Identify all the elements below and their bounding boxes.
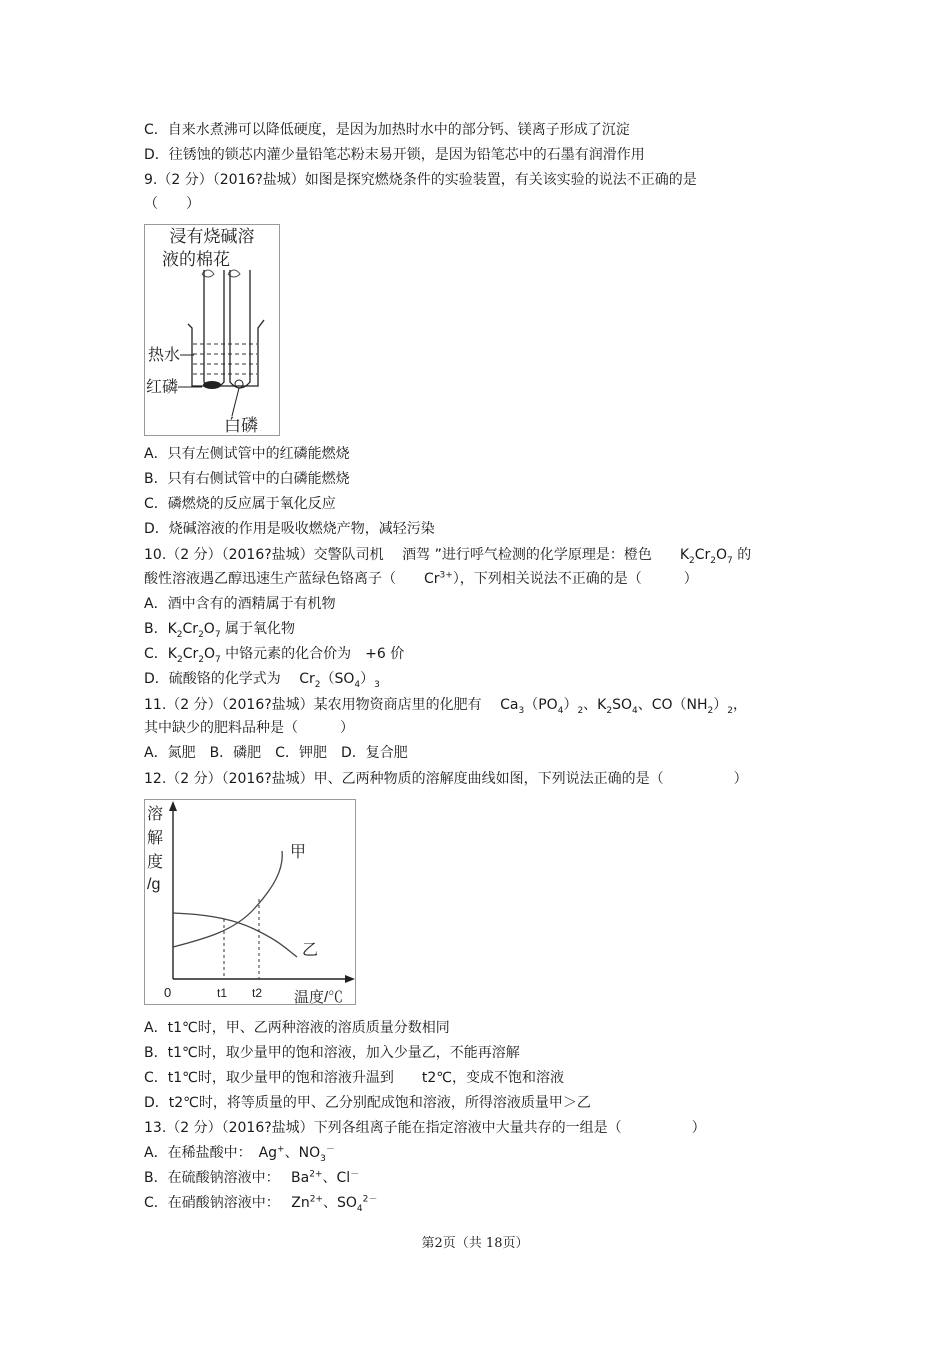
q10-stem-line1: 10.（2 分）（2016?盐城）交警队司机 酒驾 ”进行呼气检测的化学原理是：橙色 $K_2Cr_2O_7$ 的 [144, 547, 752, 566]
q13-option-a: A．在稀盐酸中： Ag+、$NO_3^-$ [144, 1144, 335, 1164]
q12-option-b: B．t1℃时，取少量甲的饱和溶液，加入少量乙，不能再溶解 [144, 1045, 520, 1061]
label-soda-cotton-1: 浸有烧碱溶 [169, 227, 255, 246]
curve-jia [173, 851, 282, 947]
q13-option-c: C．在硝酸钠溶液中： $Zn^{2+}$、$SO_4^{2-}$ [144, 1194, 378, 1214]
right-test-tube [230, 270, 250, 388]
solubility-curve-figure [144, 799, 356, 1005]
q11-options: A．氮肥 B．磷肥 C．钾肥 D．复合肥 [144, 745, 408, 761]
label-white-phosphorus: 白磷 [224, 416, 258, 435]
left-test-tube [204, 270, 224, 388]
q9-stem: 9.（2 分）（2016?盐城）如图是探究燃烧条件的实验装置，有关该实验的说法不正确的是 [144, 172, 697, 188]
curve-label-jia: 甲 [290, 844, 307, 861]
white-phosphorus [235, 380, 243, 388]
q12-option-d: D．t2℃时，将等质量的甲、乙分别配成饱和溶液，所得溶液质量甲＞乙 [144, 1095, 591, 1111]
q9-option-a: A．只有左侧试管中的红磷能燃烧 [144, 446, 350, 462]
ylabel-2: 解 [147, 830, 164, 847]
q12-option-a: A．t1℃时，甲、乙两种溶液的溶质质量分数相同 [144, 1020, 450, 1036]
q10-option-a: A．酒中含有的酒精属于有机物 [144, 596, 336, 612]
q10-option-b: B．$K_2Cr_2O_7$ 属于氧化物 [144, 621, 296, 640]
ylabel-1: 溶 [147, 806, 164, 823]
combustion-apparatus-figure [144, 224, 280, 436]
q13-option-b: B．在硫酸钠溶液中： $Ba^{2+}$、Cl－ [144, 1169, 360, 1186]
q10-option-d: D．硫酸铬的化学式为 $Cr_2(SO_4)_3$ [144, 671, 380, 690]
q9-answer-paren: （ ） [144, 196, 200, 212]
q10-stem-line2: 酸性溶液遇乙醇迅速生产蓝绿色铬离子（ $Cr^{3+}$），下列相关说法不正确的是（ ） [144, 570, 698, 587]
label-soda-cotton-2: 液的棉花 [162, 250, 230, 269]
q11-stem-line2: 其中缺少的肥料品种是（ ） [144, 720, 354, 736]
q9-option-b: B．只有右侧试管中的白磷能燃烧 [144, 471, 350, 487]
q9-option-c: C．磷燃烧的反应属于氧化反应 [144, 496, 336, 512]
q12-stem: 12.（2 分）（2016?盐城）甲、乙两种物质的溶解度曲线如图，下列说法正确的是（ ） [144, 771, 748, 787]
q12-option-c: C．t1℃时，取少量甲的饱和溶液升温到 t2℃，变成不饱和溶液 [144, 1070, 565, 1086]
red-phosphorus [203, 381, 221, 389]
ylabel-3: 度 [147, 854, 164, 871]
q9-option-d: D．烧碱溶液的作用是吸收燃烧产物，减轻污染 [144, 521, 435, 537]
t2-label: t2 [252, 986, 263, 1000]
q8-option-c: C．自来水煮沸可以降低硬度，是因为加热时水中的部分钙、镁离子形成了沉淀 [144, 122, 630, 138]
curve-yi [173, 913, 297, 957]
q8-option-d: D．往锈蚀的锁芯内灌少量铅笔芯粉末易开锁，是因为铅笔芯中的石墨有润滑作用 [144, 147, 645, 163]
label-hot-water: 热水 [148, 347, 181, 364]
curve-label-yi: 乙 [302, 942, 319, 959]
t1-label: t1 [217, 986, 228, 1000]
ylabel-4: /g [147, 876, 161, 893]
q13-stem: 13.（2 分）（2016?盐城）下列各组离子能在指定溶液中大量共存的一组是（ ） [144, 1120, 706, 1136]
origin-label: 0 [164, 985, 172, 1000]
xlabel: 温度/℃ [294, 989, 344, 1005]
q11-stem-line1: 11.（2 分）（2016?盐城）某农用物资商店里的化肥有 $Ca_3(PO_4)_2$、$K_2SO_4$、$CO(NH_2)_2$， [144, 697, 747, 716]
label-red-phosphorus: 红磷 [146, 379, 179, 396]
page-footer: 第2页（共 18页） [421, 1236, 529, 1251]
q10-option-c: C．$K_2Cr_2O_7$ 中铬元素的化合价为 +6 价 [144, 646, 405, 665]
